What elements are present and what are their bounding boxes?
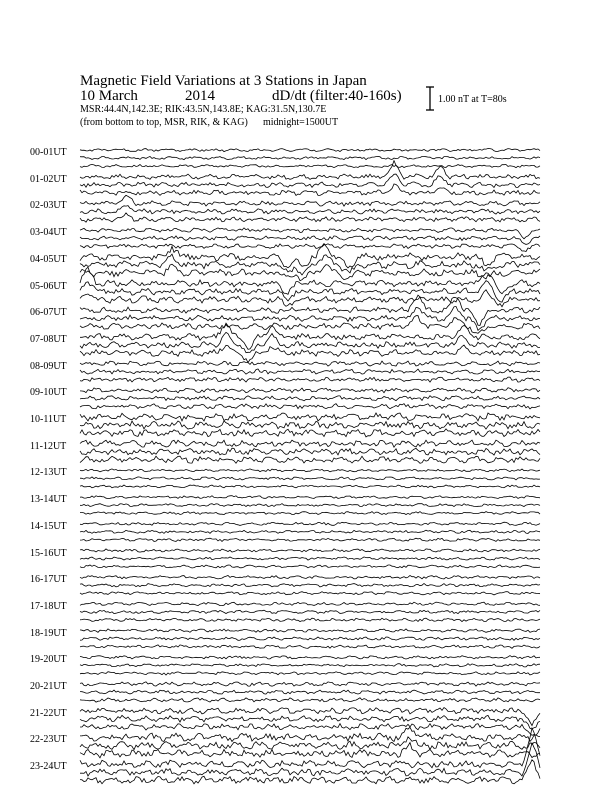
trace-kag-22-23ut — [80, 727, 540, 741]
trace-rik-23-24ut — [80, 743, 540, 776]
trace-rik-19-20ut — [80, 664, 540, 667]
chart-year: 2014 — [185, 88, 215, 104]
trace-kag-11-12ut — [80, 440, 540, 447]
trace-rik-09-10ut — [80, 396, 540, 401]
hour-label: 17-18UT — [30, 600, 67, 612]
hour-label: 12-13UT — [30, 467, 67, 479]
trace-msr-01-02ut — [80, 184, 540, 195]
station-order-note: (from bottom to top, MSR, RIK, & KAG) — [80, 117, 248, 128]
trace-msr-12-13ut — [80, 485, 540, 488]
trace-kag-16-17ut — [80, 576, 540, 579]
trace-kag-21-22ut — [80, 708, 540, 726]
trace-kag-12-13ut — [80, 469, 540, 472]
trace-msr-14-15ut — [80, 538, 540, 541]
trace-msr-07-08ut — [80, 345, 540, 363]
hour-label: 02-03UT — [30, 200, 67, 212]
trace-msr-10-11ut — [80, 429, 540, 437]
trace-msr-09-10ut — [80, 404, 540, 409]
chart-subtitle: dD/dt (filter:40-160s) — [272, 88, 402, 104]
hour-label: 09-10UT — [30, 387, 67, 399]
scale-bar-label: 1.00 nT at T=80s — [438, 94, 507, 105]
trace-rik-18-19ut — [80, 637, 540, 640]
trace-msr-19-20ut — [80, 672, 540, 675]
trace-kag-10-11ut — [80, 413, 540, 421]
trace-kag-09-10ut — [80, 388, 540, 393]
trace-kag-14-15ut — [80, 522, 540, 525]
hour-label: 15-16UT — [30, 547, 67, 559]
scale-bar — [426, 87, 434, 110]
hour-label: 18-19UT — [30, 627, 67, 639]
hour-label: 10-11UT — [30, 414, 67, 425]
trace-kag-08-09ut — [80, 361, 540, 366]
trace-msr-02-03ut — [80, 213, 540, 222]
trace-kag-01-02ut — [80, 161, 540, 180]
trace-kag-17-18ut — [80, 602, 540, 605]
trace-rik-15-16ut — [80, 557, 540, 560]
trace-kag-18-19ut — [80, 629, 540, 632]
trace-rik-10-11ut — [80, 421, 540, 429]
hour-label: 06-07UT — [30, 307, 67, 319]
hour-label: 20-21UT — [30, 681, 67, 692]
trace-msr-08-09ut — [80, 377, 540, 382]
hour-label: 13-14UT — [30, 494, 67, 506]
trace-rik-01-02ut — [80, 174, 540, 187]
trace-msr-03-04ut — [80, 244, 540, 252]
midnight-note: midnight=1500UT — [263, 117, 339, 128]
trace-kag-15-16ut — [80, 549, 540, 552]
trace-msr-17-18ut — [80, 618, 540, 621]
trace-kag-02-03ut — [80, 195, 540, 206]
hour-label: 03-04UT — [30, 227, 67, 239]
trace-rik-03-04ut — [80, 236, 540, 245]
hour-label: 23-24UT — [30, 761, 67, 773]
trace-msr-20-21ut — [80, 698, 540, 702]
trace-rik-22-23ut — [80, 737, 540, 750]
trace-rik-14-15ut — [80, 530, 540, 533]
trace-rik-12-13ut — [80, 477, 540, 480]
trace-rik-20-21ut — [80, 690, 540, 694]
trace-kag-19-20ut — [80, 656, 540, 659]
trace-msr-15-16ut — [80, 565, 540, 568]
trace-msr-21-22ut — [80, 724, 540, 736]
trace-msr-11-12ut — [80, 456, 540, 463]
trace-rik-13-14ut — [80, 504, 540, 507]
trace-msr-16-17ut — [80, 592, 540, 595]
trace-rik-00-01ut — [80, 156, 540, 159]
hour-label: 08-09UT — [30, 360, 67, 372]
trace-kag-20-21ut — [80, 682, 540, 686]
trace-msr-18-19ut — [80, 645, 540, 648]
chart-title: Magnetic Field Variations at 3 Stations in Japan — [80, 73, 367, 89]
trace-rik-16-17ut — [80, 584, 540, 587]
station-coordinates: MSR:44.4N,142.3E; RIK:43.5N,143.8E; KAG:31.5N,130.7E — [80, 104, 327, 115]
hour-label: 19-20UT — [30, 654, 67, 666]
chart-date: 10 March — [80, 88, 138, 104]
hour-label: 04-05UT — [30, 253, 67, 265]
trace-msr-00-01ut — [80, 165, 540, 168]
trace-rik-11-12ut — [80, 448, 540, 455]
trace-kag-00-01ut — [80, 149, 540, 152]
hour-label: 05-06UT — [30, 280, 67, 292]
trace-kag-13-14ut — [80, 496, 540, 499]
hour-label: 14-15UT — [30, 520, 67, 532]
hour-label: 00-01UT — [30, 147, 67, 158]
hour-label: 01-02UT — [30, 173, 67, 185]
trace-msr-06-07ut — [80, 316, 540, 334]
trace-rik-17-18ut — [80, 610, 540, 613]
hour-label: 16-17UT — [30, 574, 67, 586]
trace-rik-08-09ut — [80, 369, 540, 374]
trace-group — [80, 149, 540, 784]
trace-msr-13-14ut — [80, 512, 540, 515]
hour-label: 07-08UT — [30, 333, 67, 345]
hour-label: 21-22UT — [30, 707, 67, 719]
trace-rik-02-03ut — [80, 206, 540, 215]
hour-label: 11-12UT — [30, 440, 67, 452]
hour-label: 22-23UT — [30, 734, 67, 746]
